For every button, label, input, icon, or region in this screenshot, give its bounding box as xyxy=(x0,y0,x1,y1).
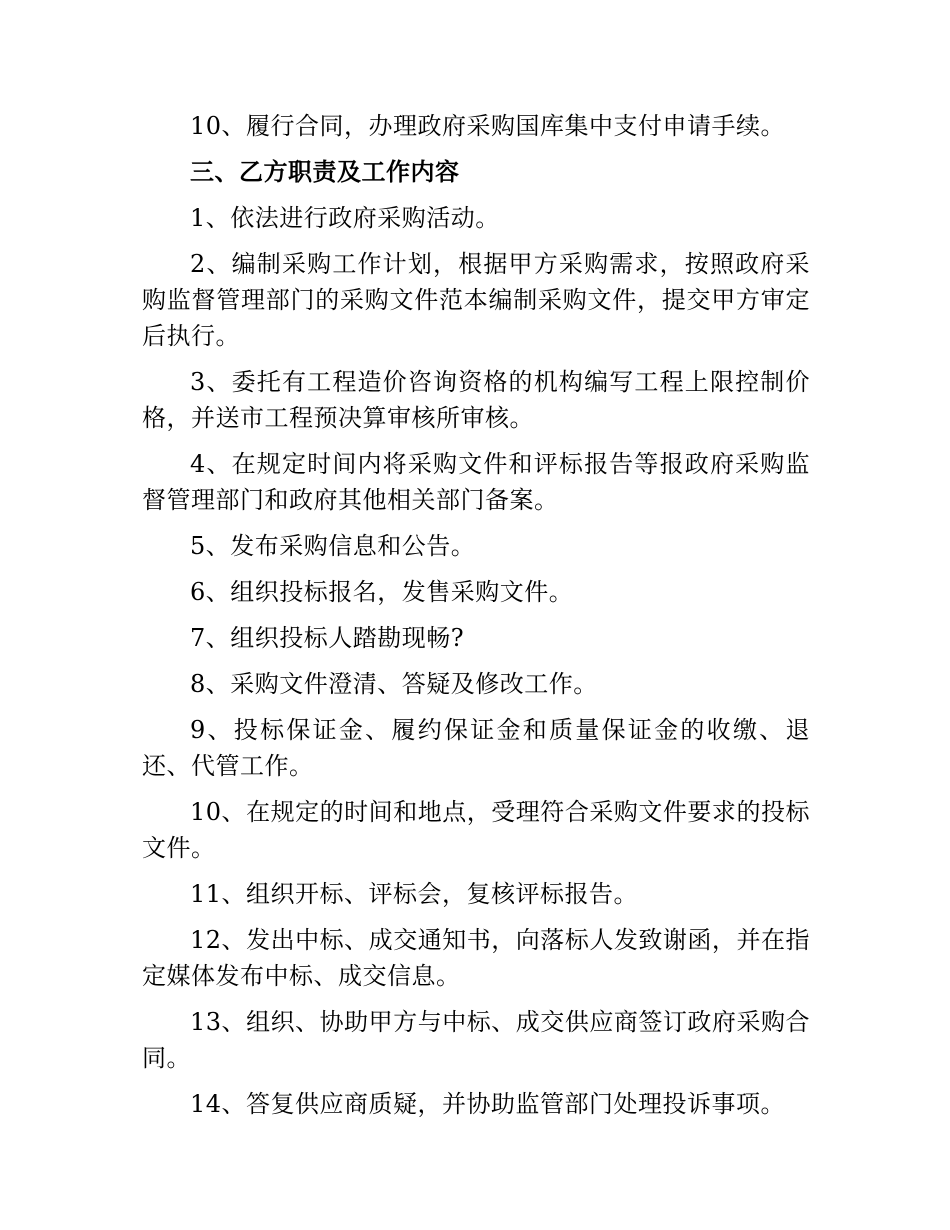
list-item-7: 7、组织投标人踏勘现畅? xyxy=(190,624,465,652)
list-item-8: 8、采购文件澄清、答疑及修改工作。 xyxy=(190,670,598,698)
list-item-3: 3、委托有工程造价咨询资格的机构编写工程上限控制价格，并送市工程预决算审核所审核。 xyxy=(142,368,810,432)
list-item-4: 4、在规定时间内将采购文件和评标报告等报政府采购监督管理部门和政府其他相关部门备案。 xyxy=(142,450,810,514)
list-item-6: 6、组织投标报名，发售采购文件。 xyxy=(190,578,574,606)
list-item-10: 10、在规定的时间和地点，受理符合采购文件要求的投标文件。 xyxy=(142,798,810,862)
list-item-2: 2、编制采购工作计划，根据甲方采购需求，按照政府采购监督管理部门的采购文件范本编制采购文件，提交甲方审定后执行。 xyxy=(142,250,810,350)
document-page xyxy=(142,108,810,1132)
list-item-9: 9、投标保证金、履约保证金和质量保证金的收缴、退还、代管工作。 xyxy=(142,716,810,780)
list-item-11: 11、组织开标、评标会，复核评标报告。 xyxy=(190,880,639,908)
paragraph-intro: 10、履行合同，办理政府采购国库集中支付申请手续。 xyxy=(190,112,786,140)
section-heading: 三、乙方职责及工作内容 xyxy=(190,157,460,186)
list-item-12: 12、发出中标、成交通知书，向落标人发致谢函，并在指定媒体发布中标、成交信息。 xyxy=(142,926,810,990)
list-item-13: 13、组织、协助甲方与中标、成交供应商签订政府采购合同。 xyxy=(142,1008,810,1072)
list-item-5: 5、发布采购信息和公告。 xyxy=(190,532,476,560)
list-item-1: 1、依法进行政府采购活动。 xyxy=(190,204,500,232)
list-item-14: 14、答复供应商质疑，并协助监管部门处理投诉事项。 xyxy=(190,1090,786,1118)
